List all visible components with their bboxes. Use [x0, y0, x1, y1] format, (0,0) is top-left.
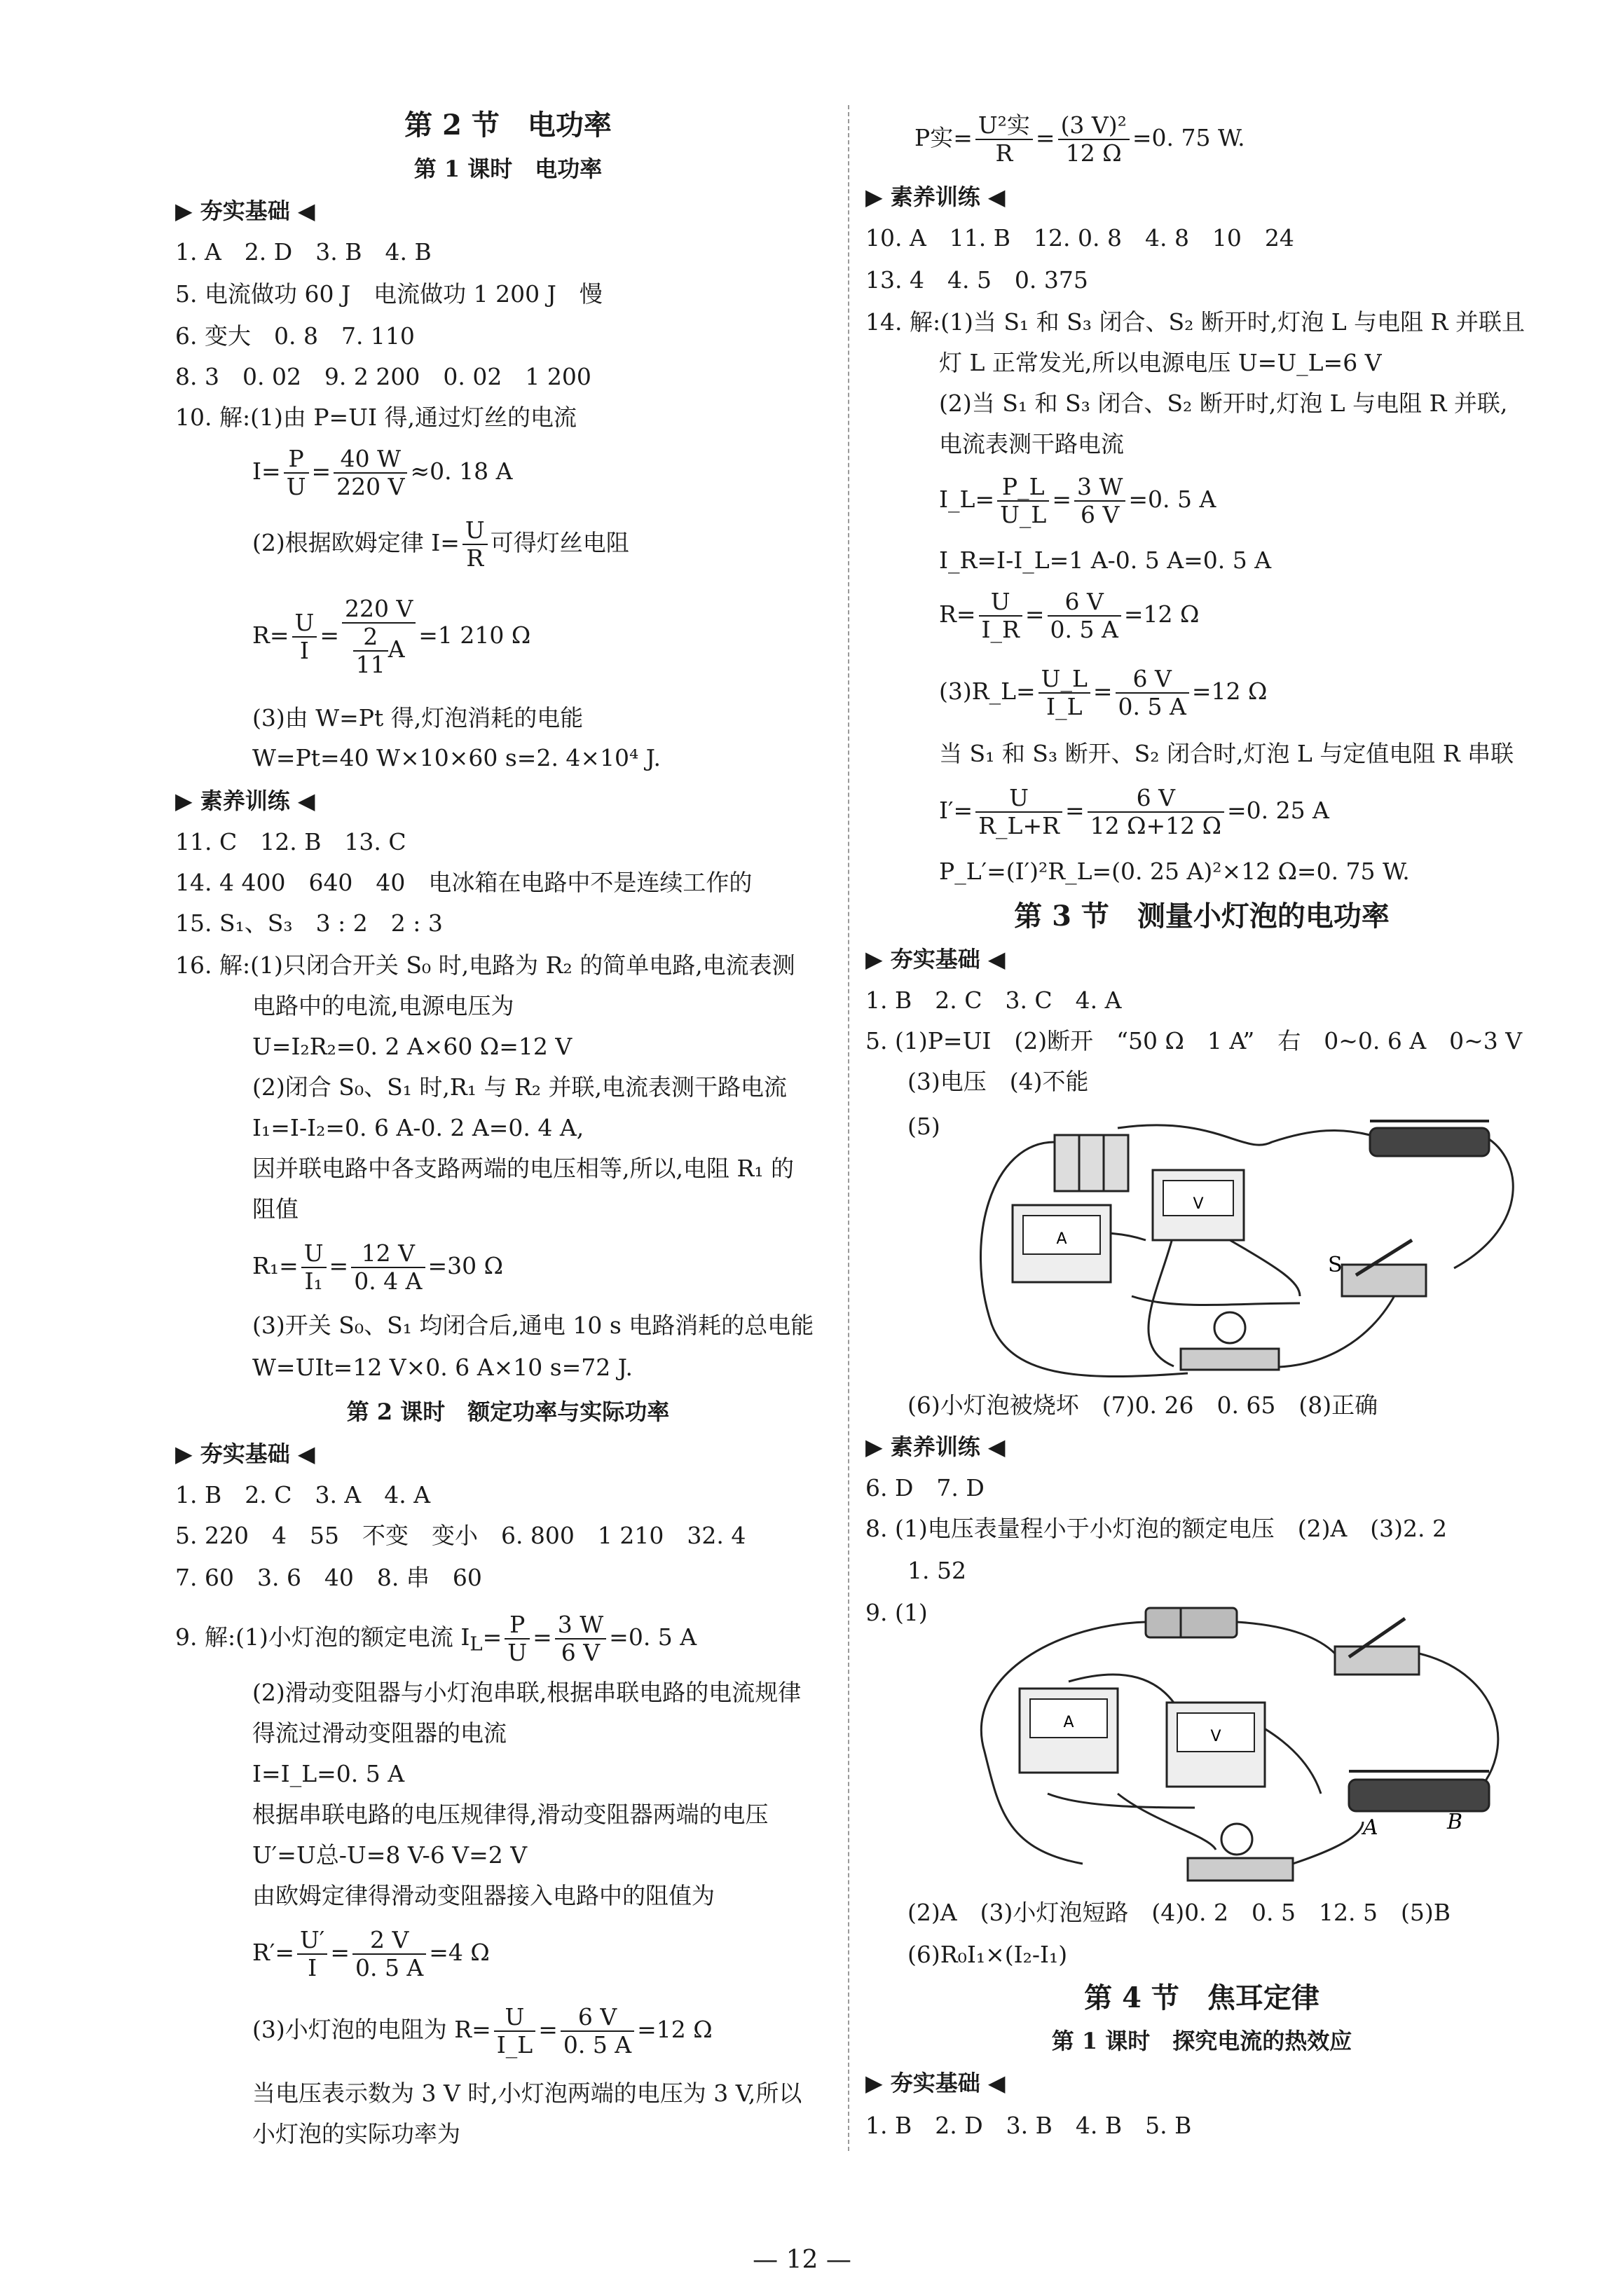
equation: R= $\frac{U}{I}$ = 220 V $\frac{2}{11}$ A =1 210 Ω: [252, 595, 531, 678]
answer-line: 电流表测干路电流: [939, 430, 1124, 458]
section-train: ▶ 素养训练 ◀: [865, 1434, 1006, 1460]
answer-line: 1. B 2. D 3. B 4. B 5. B: [865, 2112, 1192, 2139]
terminal-a-label: A: [1363, 1815, 1378, 1840]
answer-line: U′=U总-U=8 V-6 V=2 V: [252, 1841, 528, 1869]
answer-line: 15. S₁、S₃ 3 : 2 2 : 3: [175, 909, 443, 937]
answer-line: (2)闭合 S₀、S₁ 时,R₁ 与 R₂ 并联,电流表测干路电流: [252, 1073, 787, 1101]
section-basic: ▶ 夯实基础 ◀: [175, 1441, 315, 1467]
section-basic: ▶ 夯实基础 ◀: [865, 2070, 1006, 2096]
answer-line: 9. (1): [865, 1599, 928, 1626]
lesson-title: 第 1 课时 电功率: [413, 156, 603, 182]
answer-line: 当电压表示数为 3 V 时,小灯泡两端的电压为 3 V,所以: [252, 2080, 802, 2107]
answer-line: (2)滑动变阻器与小灯泡串联,根据串联电路的电流规律: [252, 1679, 802, 1706]
section-train: ▶ 素养训练 ◀: [865, 184, 1006, 210]
rheostat-icon: [1349, 1771, 1489, 1811]
answer-line: 7. 60 3. 6 40 8. 串 60: [175, 1564, 482, 1591]
section-basic: ▶ 夯实基础 ◀: [865, 946, 1006, 972]
bulb-icon: [1181, 1312, 1279, 1370]
answer-line: I=I_L=0. 5 A: [252, 1760, 405, 1787]
answer-line: 电路中的电流,电源电压为: [252, 992, 514, 1019]
lesson-title: 第 1 课时 探究电流的热效应: [1051, 2028, 1352, 2054]
section-title: 第 2 节 电功率: [404, 109, 612, 142]
svg-text:V: V: [1193, 1195, 1204, 1213]
answer-line: W=Pt=40 W×10×60 s=2. 4×10⁴ J.: [252, 744, 661, 771]
answer-line: P_L′=(I′)²R_L=(0. 25 A)²×12 Ω=0. 75 W.: [939, 858, 1410, 885]
answer-line: 灯 L 正常发光,所以电源电压 U=U_L=6 V: [939, 349, 1382, 376]
answer-line: 1. B 2. C 3. A 4. A: [175, 1481, 431, 1508]
equation: P实= $\frac{\text{U²实}}{R}$ = $\frac{\text{(3 V)²}}{12 \Omega}$ =0. 75 W.: [914, 111, 1245, 167]
voltmeter-icon: [1153, 1170, 1244, 1240]
answer-line: 11. C 12. B 13. C: [175, 828, 406, 855]
answer-line: 5. 电流做功 60 J 电流做功 1 200 J 慢: [175, 280, 603, 308]
battery-icon: [1055, 1135, 1128, 1191]
svg-text:A: A: [1056, 1230, 1067, 1248]
answer-line: (3)开关 S₀、S₁ 均闭合后,通电 10 s 电路消耗的总电能: [252, 1312, 814, 1339]
answer-line: (3)由 W=Pt 得,灯泡消耗的电能: [252, 704, 584, 731]
answer-line: 根据串联电路的电压规律得,滑动变阻器两端的电压: [252, 1801, 769, 1828]
equation: R′= $\frac{U'}{I}$ = $\frac{2 V}{0. 5 A}$ =4 Ω: [252, 1926, 490, 1981]
answer-line: U=I₂R₂=0. 2 A×60 Ω=12 V: [252, 1033, 573, 1060]
answer-line: 小灯泡的实际功率为: [252, 2120, 460, 2147]
answer-line: (2)A (3)小灯泡短路 (4)0. 2 0. 5 12. 5 (5)B: [907, 1899, 1451, 1926]
answer-line: I_R=I-I_L=1 A-0. 5 A=0. 5 A: [939, 546, 1272, 574]
equation: I_L= $\frac{P\_L}{U\_L}$ = $\frac{3 W}{6 V}$ =0. 5 A: [939, 473, 1216, 528]
answer-line: 16. 解:(1)只闭合开关 S₀ 时,电路为 R₂ 的简单电路,电流表测: [175, 951, 795, 979]
answer-line: 因并联电路中各支路两端的电压相等,所以,电阻 R₁ 的: [252, 1155, 795, 1182]
section-title: 第 3 节 测量小灯泡的电功率: [1014, 900, 1390, 933]
section-basic: ▶ 夯实基础 ◀: [175, 198, 315, 224]
answer-line: (5): [907, 1113, 940, 1140]
equation: (3)R_L= $\frac{U\_L}{I\_L}$ = $\frac{6 V}{0. 5 A}$ =12 Ω: [939, 665, 1268, 720]
answer-line: 阻值: [252, 1195, 299, 1223]
rheostat-icon: [1370, 1121, 1489, 1156]
circuit-diagram-2: [942, 1597, 1545, 1892]
voltmeter-icon: [1167, 1703, 1265, 1787]
answer-line: 得流过滑动变阻器的电流: [252, 1719, 507, 1747]
answer-line: 5. (1)P=UI (2)断开 “50 Ω 1 A” 右 0~0. 6 A 0~3 V: [865, 1027, 1523, 1054]
equation: I′= $\frac{U}{R\_L+R}$ = $\frac{6 V}{12 \Omega+12 \Omega}$ =0. 25 A: [939, 784, 1329, 839]
answer-line: (6)小灯泡被烧坏 (7)0. 26 0. 65 (8)正确: [907, 1391, 1378, 1419]
terminal-b-label: B: [1447, 1810, 1463, 1834]
circuit-diagram-1: [950, 1114, 1538, 1387]
equation: R= $\frac{U}{I\_R}$ = $\frac{6 V}{0. 5 A}$ =12 Ω: [939, 588, 1200, 643]
battery-icon: [1146, 1608, 1237, 1637]
section-train: ▶ 素养训练 ◀: [175, 788, 315, 814]
answer-line: 6. 变大 0. 8 7. 110: [175, 322, 415, 350]
equation: (2)根据欧姆定律 I= $\frac{U}{R}$ 可得灯丝电阻: [252, 516, 629, 572]
answer-line: 8. (1)电压表量程小于小灯泡的额定电压 (2)A (3)2. 2: [865, 1515, 1448, 1542]
answer-line: 8. 3 0. 02 9. 2 200 0. 02 1 200: [175, 363, 591, 390]
equation: R₁= $\frac{U}{\text{I₁}}$ = $\frac{12 V}{0. 4 A}$ =30 Ω: [252, 1239, 503, 1295]
column-divider: [848, 105, 849, 2151]
answer-line: 13. 4 4. 5 0. 375: [865, 266, 1088, 294]
ammeter-icon: [1020, 1689, 1118, 1773]
switch-icon: [1335, 1618, 1419, 1675]
answer-line: 5. 220 4 55 不变 变小 6. 800 1 210 32. 4: [175, 1522, 746, 1549]
svg-text:A: A: [1063, 1714, 1074, 1731]
equation: (3)小灯泡的电阻为 R= $\frac{U}{I\_L}$ = $\frac{6 V}{0. 5 A}$ =12 Ω: [252, 2003, 713, 2058]
answer-line: 当 S₁ 和 S₃ 断开、S₂ 闭合时,灯泡 L 与定值电阻 R 串联: [939, 740, 1514, 767]
equation: 9. 解:(1)小灯泡的额定电流 $I_L=$ $\frac{P}{U}$ = $\frac{3 W}{6 V}$ =0. 5 A: [175, 1611, 697, 1666]
answer-line: 1. 52: [907, 1557, 966, 1584]
answer-line: 10. A 11. B 12. 0. 8 4. 8 10 24: [865, 224, 1294, 252]
answer-line: W=UIt=12 V×0. 6 A×10 s=72 J.: [252, 1354, 633, 1381]
answer-line: (6)R₀I₁×(I₂-I₁): [907, 1941, 1068, 1968]
answer-line: 1. B 2. C 3. C 4. A: [865, 987, 1122, 1014]
switch-label: S: [1328, 1253, 1343, 1277]
answer-line: 1. A 2. D 3. B 4. B: [175, 238, 432, 266]
answer-line: 14. 解:(1)当 S₁ 和 S₃ 闭合、S₂ 断开时,灯泡 L 与电阻 R 并联且: [865, 308, 1525, 336]
page-number: — 12 —: [753, 2246, 851, 2274]
ammeter-icon: [1013, 1205, 1111, 1282]
bulb-icon: [1188, 1824, 1293, 1881]
answer-line: 6. D 7. D: [865, 1474, 985, 1501]
lesson-title: 第 2 课时 额定功率与实际功率: [346, 1398, 670, 1425]
answer-line: 10. 解:(1)由 P=UI 得,通过灯丝的电流: [175, 404, 577, 431]
answer-line: (3)电压 (4)不能: [907, 1068, 1089, 1095]
answer-line: 14. 4 400 640 40 电冰箱在电路中不是连续工作的: [175, 869, 753, 896]
svg-text:V: V: [1210, 1728, 1221, 1745]
switch-icon: [1342, 1240, 1426, 1296]
section-title: 第 4 节 焦耳定律: [1084, 1981, 1319, 2014]
answer-line: 由欧姆定律得滑动变阻器接入电路中的阻值为: [252, 1882, 715, 1909]
equation: I= $\frac{P}{U}$ = $\frac{40 W}{220 V}$ ≈0. 18 A: [252, 445, 513, 500]
answer-line: I₁=I-I₂=0. 6 A-0. 2 A=0. 4 A,: [252, 1114, 584, 1141]
answer-line: (2)当 S₁ 和 S₃ 闭合、S₂ 断开时,灯泡 L 与电阻 R 并联,: [939, 390, 1508, 417]
